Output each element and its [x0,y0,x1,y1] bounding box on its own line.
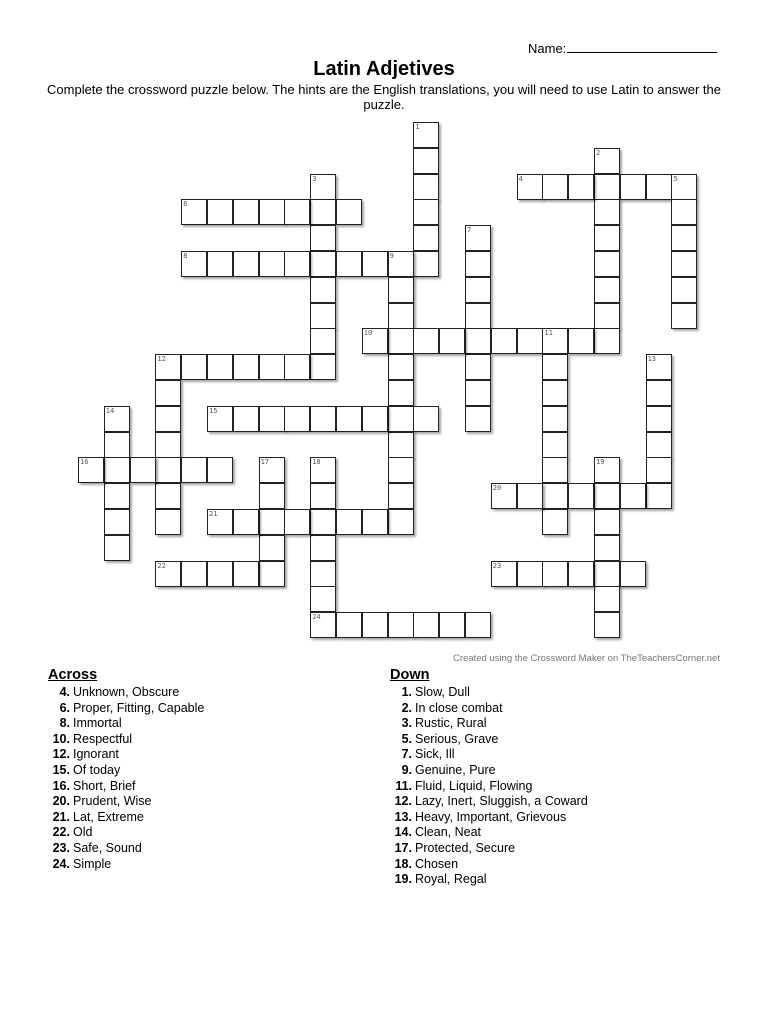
grid-cell[interactable] [594,483,620,509]
grid-cell[interactable] [362,406,388,432]
clue-item [390,747,588,763]
grid-cell[interactable] [310,509,336,535]
grid-cell[interactable] [233,561,259,587]
clue-number: 7. [401,747,412,762]
grid-cell[interactable] [491,561,517,587]
clue-number: 16. [52,778,70,793]
grid-cell[interactable] [646,432,672,458]
grid-cell[interactable] [388,509,414,535]
clue-item [390,732,588,748]
grid-cell[interactable] [646,406,672,432]
clue-number: 3. [401,716,412,731]
grid-cell[interactable] [310,174,336,200]
clue-number-label: 11 [544,329,553,338]
clue-number-label: 12 [157,355,166,364]
grid-cell[interactable] [104,432,130,458]
grid-cell[interactable] [155,457,181,483]
grid-cell[interactable] [259,457,285,483]
clue-number: 12. [52,747,70,762]
grid-cell[interactable] [568,328,594,354]
grid-cell[interactable] [310,277,336,303]
grid-cell[interactable] [646,380,672,406]
grid-cell[interactable] [104,509,130,535]
grid-cell[interactable] [155,354,181,380]
down-clue-list [390,685,588,888]
clue-item [390,841,588,857]
grid-cell[interactable] [207,509,233,535]
grid-cell[interactable] [594,225,620,251]
grid-cell[interactable] [413,225,439,251]
grid-cell[interactable] [310,483,336,509]
grid-cell[interactable] [620,483,646,509]
clue-item [48,794,204,810]
clue-item [390,872,588,888]
grid-cell[interactable] [413,199,439,225]
grid-cell[interactable] [671,225,697,251]
grid-cell[interactable] [310,354,336,380]
clue-item [390,810,588,826]
grid-cell[interactable] [310,586,336,612]
grid-cell[interactable] [465,612,491,638]
clue-number-label: 15 [209,406,218,415]
clue-number-label: 10 [363,329,373,338]
grid-cell[interactable] [388,354,414,380]
grid-cell[interactable] [284,199,310,225]
clue-text: Chosen [415,856,459,871]
clue-text: Rustic, Rural [415,716,487,731]
clue-number-label: 2 [596,148,601,157]
grid-cell[interactable] [517,561,543,587]
clue-item [48,685,204,701]
clue-number-label: 14 [105,406,115,415]
grid-cell[interactable] [233,199,259,225]
clue-text: Lazy, Inert, Sluggish, a Coward [415,794,588,809]
grid-cell[interactable] [181,561,207,587]
clue-number-label: 16 [80,458,89,467]
clue-number-label: 6 [183,200,188,209]
grid-cell[interactable] [413,122,439,148]
clue-text: Safe, Sound [73,840,142,855]
grid-cell[interactable] [259,561,285,587]
clue-text: Genuine, Pure [415,762,496,777]
grid-cell[interactable] [310,612,336,638]
clue-text: Ignorant [73,747,119,762]
grid-cell[interactable] [362,509,388,535]
grid-cell[interactable] [207,561,233,587]
grid-cell[interactable] [207,199,233,225]
clue-number: 9. [401,762,412,777]
clue-number: 21. [52,809,70,824]
clue-text: Royal, Regal [415,872,487,887]
grid-cell[interactable] [388,432,414,458]
grid-cell[interactable] [594,174,620,200]
clue-number: 14. [394,825,412,840]
grid-cell[interactable] [542,406,568,432]
grid-cell[interactable] [259,199,285,225]
clue-text: Slow, Dull [415,685,470,699]
grid-cell[interactable] [491,328,517,354]
clue-text: Unknown, Obscure [73,685,180,699]
grid-cell[interactable] [620,561,646,587]
clue-number: 18. [394,856,412,871]
clue-number-label: 19 [596,458,605,467]
grid-cell[interactable] [594,251,620,277]
grid-cell[interactable] [413,612,439,638]
clue-text: Fluid, Liquid, Flowing [415,778,533,793]
grid-cell[interactable] [646,483,672,509]
grid-cell[interactable] [542,457,568,483]
grid-cell[interactable] [104,457,130,483]
grid-cell[interactable] [594,148,620,174]
grid-cell[interactable] [388,303,414,329]
grid-cell[interactable] [620,174,646,200]
clue-number-label: 3 [312,174,317,183]
grid-cell[interactable] [259,509,285,535]
clue-text: Immortal [73,716,122,731]
clue-text: Serious, Grave [415,731,499,746]
grid-cell[interactable] [413,174,439,200]
grid-cell[interactable] [155,406,181,432]
grid-cell[interactable] [259,251,285,277]
clue-number-label: 5 [673,174,678,183]
clue-item [390,825,588,841]
clue-number-label: 18 [312,458,321,467]
clue-number-label: 22 [157,561,166,570]
clue-item [48,732,204,748]
grid-cell[interactable] [284,406,310,432]
grid-cell[interactable] [594,457,620,483]
grid-cell[interactable] [465,380,491,406]
clue-number: 23. [52,840,70,855]
grid-cell[interactable] [465,354,491,380]
grid-cell[interactable] [517,328,543,354]
grid-cell[interactable] [671,251,697,277]
grid-cell[interactable] [336,199,362,225]
clue-text: Heavy, Important, Grievous [415,809,567,824]
clue-number-label: 13 [647,355,657,364]
clue-text: Lat, Extreme [73,809,144,824]
grid-cell[interactable] [310,251,336,277]
grid-cell[interactable] [542,509,568,535]
grid-cell[interactable] [542,354,568,380]
grid-cell[interactable] [542,561,568,587]
grid-cell[interactable] [181,354,207,380]
clue-item [390,794,588,810]
grid-cell[interactable] [568,174,594,200]
grid-cell[interactable] [233,354,259,380]
clue-number: 20. [52,794,70,809]
grid-cell[interactable] [646,354,672,380]
clue-text: Old [73,825,93,840]
clue-text: Sick, Ill [415,747,455,762]
grid-cell[interactable] [465,303,491,329]
clue-number: 24. [52,856,70,871]
clue-number: 15. [52,762,70,777]
clue-number: 4. [59,685,70,699]
clue-text: Protected, Secure [415,840,516,855]
grid-cell[interactable] [259,535,285,561]
grid-cell[interactable] [104,535,130,561]
clue-number: 5. [401,731,412,746]
clue-text: Prudent, Wise [73,794,152,809]
clue-number-label: 24 [312,613,321,622]
grid-cell[interactable] [310,303,336,329]
grid-cell[interactable] [310,328,336,354]
grid-cell[interactable] [671,303,697,329]
grid-cell[interactable] [388,612,414,638]
name-field[interactable] [528,40,717,56]
across-clue-list [48,685,204,872]
page-title: Latin Adjetives [313,58,455,80]
grid-cell[interactable] [671,199,697,225]
grid-cell[interactable] [310,535,336,561]
grid-cell[interactable] [465,251,491,277]
clue-text: Proper, Fitting, Capable [73,700,205,715]
grid-cell[interactable] [594,586,620,612]
grid-cell[interactable] [130,457,156,483]
grid-cell[interactable] [671,277,697,303]
clue-item [48,841,204,857]
clue-number-label: 7 [467,226,472,235]
clue-item [390,763,588,779]
clue-number-label: 17 [260,458,270,467]
clue-item [48,763,204,779]
grid-cell[interactable] [310,199,336,225]
grid-cell[interactable] [388,406,414,432]
grid-cell[interactable] [594,535,620,561]
clue-number: 8. [59,716,70,731]
clue-item [48,779,204,795]
grid-cell[interactable] [388,457,414,483]
clue-item [390,779,588,795]
clue-number: 19. [394,872,412,887]
grid-cell[interactable] [104,483,130,509]
name-label: Name: [528,41,567,56]
grid-cell[interactable] [439,328,465,354]
clue-number: 2. [401,700,412,715]
grid-cell[interactable] [413,406,439,432]
grid-cell[interactable] [155,380,181,406]
grid-cell[interactable] [284,354,310,380]
grid-cell[interactable] [207,406,233,432]
grid-cell[interactable] [542,174,568,200]
clue-item [390,716,588,732]
grid-cell[interactable] [207,457,233,483]
grid-cell[interactable] [310,406,336,432]
grid-cell[interactable] [233,406,259,432]
grid-cell[interactable] [594,328,620,354]
grid-cell[interactable] [542,483,568,509]
down-heading: Down [390,667,430,683]
grid-cell[interactable] [284,509,310,535]
clue-item [48,716,204,732]
grid-cell[interactable] [310,225,336,251]
clue-number: 12. [394,794,412,809]
grid-cell[interactable] [568,483,594,509]
grid-cell[interactable] [155,509,181,535]
clue-text: In close combat [415,700,503,715]
clue-number: 17. [394,840,412,855]
grid-cell[interactable] [413,148,439,174]
grid-cell[interactable] [155,483,181,509]
grid-cell[interactable] [362,251,388,277]
grid-cell[interactable] [491,483,517,509]
grid-cell[interactable] [568,561,594,587]
grid-cell[interactable] [155,561,181,587]
clue-item [48,701,204,717]
across-clues [48,666,204,872]
grid-cell[interactable] [259,406,285,432]
clue-text: Simple [73,856,112,871]
down-clues [390,666,588,888]
grid-cell[interactable] [413,328,439,354]
clue-number: 10. [52,731,70,746]
across-heading: Across [48,667,98,683]
grid-cell[interactable] [259,483,285,509]
grid-cell[interactable] [362,328,388,354]
grid-cell[interactable] [594,509,620,535]
clue-text: Of today [73,762,121,777]
clue-item [48,825,204,841]
clue-number-label: 23 [492,561,502,570]
grid-cell[interactable] [594,199,620,225]
grid-cell[interactable] [181,199,207,225]
grid-cell[interactable] [181,457,207,483]
grid-cell[interactable] [155,432,181,458]
grid-cell[interactable] [362,612,388,638]
grid-cell[interactable] [104,406,130,432]
grid-cell[interactable] [646,174,672,200]
clue-number: 1. [401,685,412,699]
grid-cell[interactable] [207,354,233,380]
grid-cell[interactable] [465,406,491,432]
clue-text: Short, Brief [73,778,136,793]
clue-item [390,685,588,701]
instructions: Complete the crossword puzzle below. The hints are the English translations, you will need to use Latin to answer the puzzle. [47,82,721,112]
grid-cell[interactable] [78,457,104,483]
clue-number: 11. [395,778,412,793]
clue-number-label: 21 [209,510,218,518]
clue-number-label: 9 [389,252,394,260]
grid-cell[interactable] [233,251,259,277]
grid-cell[interactable] [517,483,543,509]
grid-cell[interactable] [310,457,336,483]
grid-cell[interactable] [542,432,568,458]
grid-cell[interactable] [207,251,233,277]
grid-cell[interactable] [336,509,362,535]
grid-cell[interactable] [517,174,543,200]
grid-cell[interactable] [388,328,414,354]
grid-cell[interactable] [284,251,310,277]
grid-cell[interactable] [646,457,672,483]
grid-cell[interactable] [671,174,697,200]
clue-text: Clean, Neat [415,825,482,840]
grid-cell[interactable] [594,277,620,303]
clue-item [390,701,588,717]
clue-number: 22. [52,825,70,840]
clue-number-label: 4 [518,174,523,183]
grid-cell[interactable] [388,251,414,277]
clue-number-label: 20 [492,484,502,493]
grid-cell[interactable] [388,380,414,406]
clue-number-label: 8 [183,252,188,260]
grid-cell[interactable] [465,225,491,251]
clue-number: 6. [59,700,70,715]
grid-cell[interactable] [388,483,414,509]
grid-cell[interactable] [594,561,620,587]
grid-cell[interactable] [233,509,259,535]
clue-number-label: 1 [415,123,420,131]
clue-text: Respectful [73,731,133,746]
grid-cell[interactable] [594,303,620,329]
grid-cell[interactable] [542,328,568,354]
credit-text: Created using the Crossword Maker on TheTeachersCorner.net [452,653,720,664]
grid-cell[interactable] [310,561,336,587]
clue-item [48,857,204,873]
clue-item [390,857,588,873]
grid-cell[interactable] [336,612,362,638]
grid-cell[interactable] [259,354,285,380]
grid-cell[interactable] [542,380,568,406]
grid-cell[interactable] [388,277,414,303]
clue-item [48,747,204,763]
grid-cell[interactable] [181,251,207,277]
grid-cell[interactable] [336,251,362,277]
grid-cell[interactable] [465,277,491,303]
grid-cell[interactable] [465,328,491,354]
grid-cell[interactable] [336,406,362,432]
name-blank[interactable] [567,40,717,53]
clue-number: 13. [394,809,412,824]
grid-cell[interactable] [439,612,465,638]
clue-item [48,810,204,826]
grid-cell[interactable] [413,251,439,277]
grid-cell[interactable] [594,612,620,638]
